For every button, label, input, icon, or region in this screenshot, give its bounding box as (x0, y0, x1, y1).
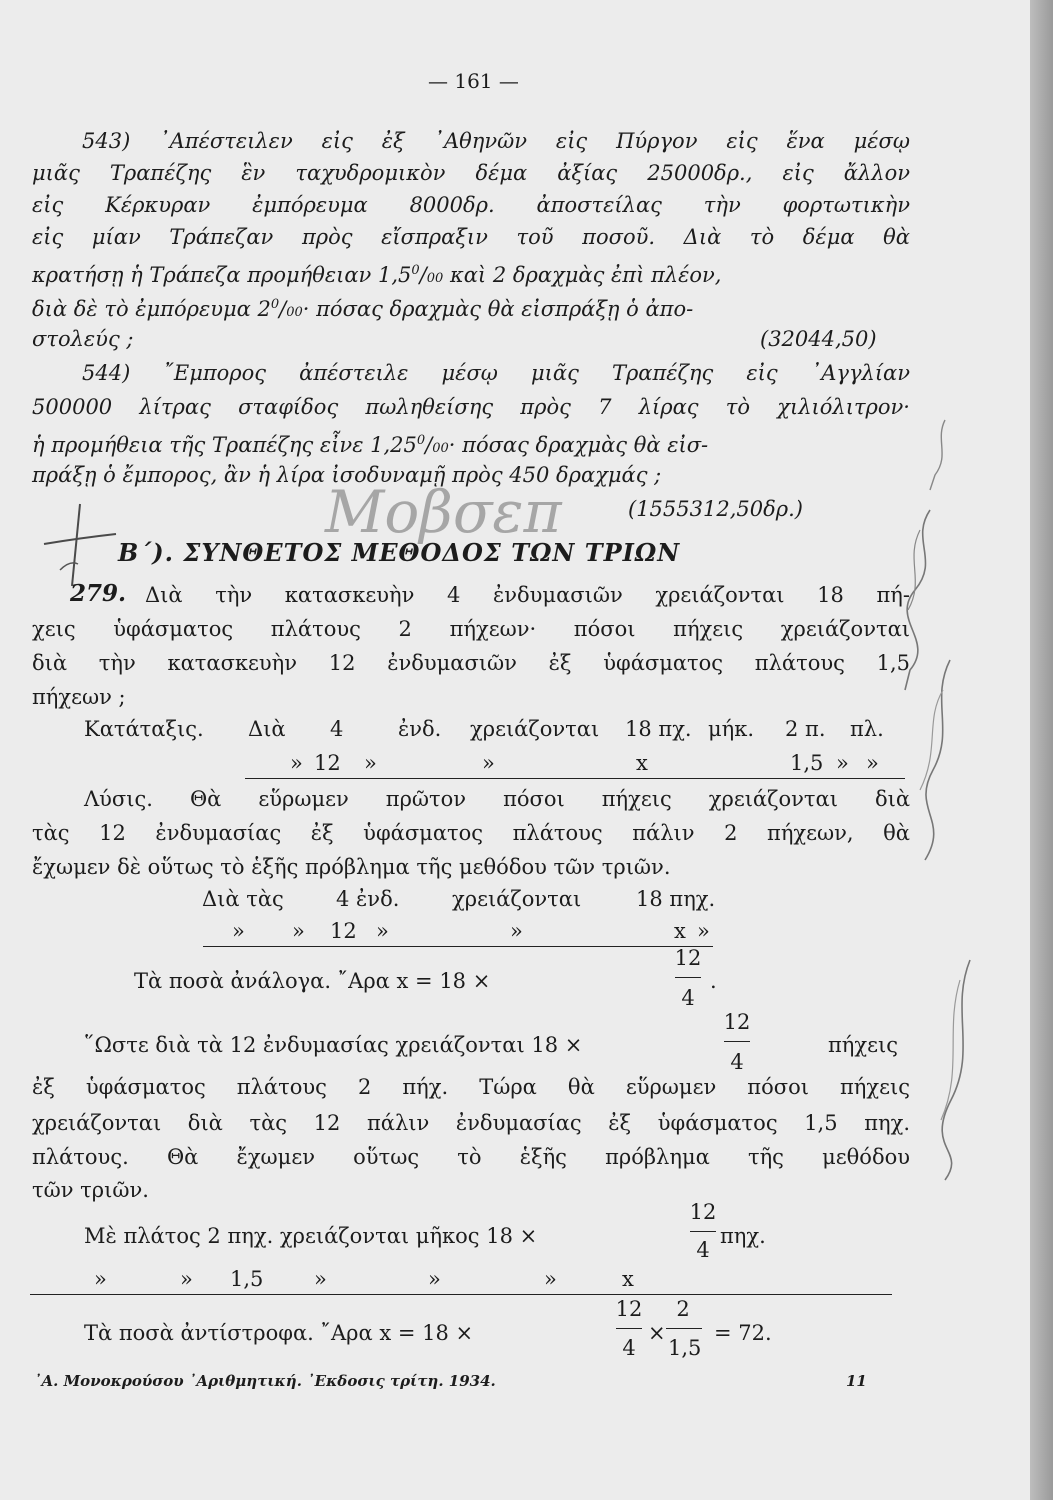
conclusion-fraction-bar (724, 1041, 750, 1042)
step1-row2-mark-5: » (697, 919, 710, 943)
step1-fraction-numerator: 12 (674, 946, 702, 970)
problem-544-answer: (1555312,50δρ.) (628, 497, 803, 521)
arrangement-row2-mark-1: » (290, 751, 303, 775)
step2-result: Τὰ ποσὰ ἀντίστροφα. ῎Αρα x = 18 × (84, 1321, 474, 1345)
handwritten-cross-mark (40, 500, 120, 590)
problem-279-number: 279. (70, 580, 127, 607)
arrangement-row2-count: 12 (314, 751, 341, 775)
step2-row2-width: 1,5 (230, 1267, 264, 1291)
arrangement-endym: ἐνδ. (398, 717, 442, 741)
step1-row2-mark-1: » (232, 919, 245, 943)
solution-line-2: τὰς 12 ἐνδυμασίας ἐξ ὑφάσματος πλάτους πάλιν 2 πήχεων, θὰ (32, 821, 910, 845)
step2-result-denominator-1: 4 (622, 1336, 636, 1360)
solution-line-3: ἔχωμεν δὲ οὕτως τὸ ἑξῆς πρόβλημα τῆς μεθόδου τῶν τριῶν. (32, 855, 671, 879)
section-heading: Β΄). ΣΥΝΘΕΤΟΣ ΜΕΘΟΔΟΣ ΤΩΝ ΤΡΙΩΝ (118, 538, 681, 567)
arrangement-row2-mark-5: » (866, 751, 879, 775)
conclusion-line-5: τῶν τριῶν. (32, 1178, 149, 1202)
step2-result-bar-1 (616, 1328, 642, 1329)
step1-row2-mark-3: » (376, 919, 389, 943)
step1-length: 18 πηχ. (636, 887, 716, 911)
step2-fraction-numerator: 12 (689, 1200, 717, 1224)
page-edge (1030, 0, 1053, 1500)
problem-544-line-3: ἡ προμήθεια τῆς Τραπέζης εἶνε $1,25^0/00\cdot \pi ό\sigma\alpha\varsigma$ δραχμὰς θὰ εἰσ- (32, 433, 709, 457)
step2-result-numerator-2: 2 (676, 1297, 690, 1321)
problem-544-line-4: πράξῃ ὁ ἔμπορος, ἂν ἡ λίρα ἰσοδυναμῇ πρὸς 450 δραχμάς ; (32, 463, 662, 487)
step2-fraction-denominator: 4 (696, 1238, 710, 1262)
arrangement-row2-width: 1,5 (790, 751, 824, 775)
arrangement-verb: χρειάζονται (470, 717, 600, 741)
footer-citation: ᾿Α. Μονοκρούσου ᾿Αριθμητική. ᾿Εκδοσις τρίτη. 1934. (34, 1372, 496, 1390)
solution-line-1: Λύσις. Θὰ εὕρωμεν πρῶτον πόσοι πήχεις χρειάζονται διὰ (84, 787, 910, 811)
conclusion-line-4: πλάτους. Θὰ ἔχωμεν οὕτως τὸ ἑξῆς πρόβλημα τῆς μεθόδου (32, 1145, 910, 1169)
step1-count: 4 ἐνδ. (336, 887, 400, 911)
arrangement-length-label: μήκ. (708, 717, 755, 741)
problem-279-line-1: Διὰ τὴν κατασκευὴν 4 ἐνδυμασιῶν χρειάζονται 18 πή- (145, 583, 910, 607)
arrangement-label: Κατάταξις. (84, 717, 204, 741)
margin-signature-2 (915, 415, 965, 495)
arrangement-width-label: πλ. (850, 717, 884, 741)
arrangement-row2-mark-2: » (364, 751, 377, 775)
problem-543-line-2: μιᾶς Τραπέζης ἓν ταχυδρομικὸν δέμα ἀξίας 25000δρ., εἰς ἄλλον (32, 161, 910, 185)
problem-279-line-2: χεις ὑφάσματος πλάτους 2 πήχεων· πόσοι πήχεις χρειάζονται (32, 617, 910, 641)
conclusion-line-3: χρειάζονται διὰ τὰς 12 πάλιν ἐνδυμασίας ἐξ ὑφάσματος 1,5 πηχ. (32, 1111, 910, 1135)
step2-rule (30, 1294, 892, 1295)
step1-row2-mark-2: » (292, 919, 305, 943)
page-number: — 161 — (428, 69, 519, 93)
arrangement-width: 2 π. (785, 717, 826, 741)
conclusion-line-1-end: πήχεις (828, 1033, 898, 1057)
step2-result-numerator-1: 12 (615, 1297, 643, 1321)
step1-result-end: . (710, 969, 717, 993)
problem-543-line-6: διὰ δὲ τὸ ἐμπόρευμα $2^0/00\cdot \pi ό\sigma\alpha\varsigma$ δραχμὰς θὰ εἰσπράξῃ ὁ ἀπο- (32, 297, 694, 321)
step2-row2-mark-2: » (180, 1267, 193, 1291)
arrangement-rule (245, 778, 905, 779)
problem-543-line-1: 543) ᾿Απέστειλεν εἰς ἐξ ᾿Αθηνῶν εἰς Πύργον εἰς ἕνα μέσῳ (82, 129, 910, 153)
conclusion-fraction-denominator: 4 (730, 1050, 744, 1074)
step1-row2-mark-4: » (510, 919, 523, 943)
step2-row2-mark-3: » (314, 1267, 327, 1291)
step1-row2-unknown: x (674, 919, 686, 943)
step1-rule (203, 946, 713, 947)
arrangement-row2-mark-4: » (836, 751, 849, 775)
arrangement-dia: Διὰ (248, 717, 286, 741)
step1-fraction-bar (675, 977, 701, 978)
footer-signature-number: 11 (846, 1372, 867, 1390)
problem-543-answer: (32044,50) (760, 327, 877, 351)
step2-result-end: = 72. (714, 1321, 772, 1345)
arrangement-row2-mark-3: » (482, 751, 495, 775)
step1-fraction-denominator: 4 (681, 986, 695, 1010)
problem-543-line-4: εἰς μίαν Τράπεζαν πρὸς εἴσπραξιν τοῦ ποσοῦ. Διὰ τὸ δέμα θὰ (32, 225, 910, 249)
problem-544-line-1: 544) ῎Εμπορος ἀπέστειλε μέσῳ μιᾶς Τραπέζης εἰς ᾿Αγγλίαν (82, 361, 910, 385)
arrangement-length: 18 πχ. (625, 717, 692, 741)
problem-544-line-2: 500000 λίτρας σταφίδος πωληθείσης πρὸς 7 λίρας τὸ χιλιόλιτρον· (32, 395, 910, 419)
conclusion-line-1: ῞Ωστε διὰ τὰ 12 ἐνδυμασίας χρειάζονται 18 × (84, 1033, 583, 1057)
step1-verb: χρειάζονται (452, 887, 582, 911)
problem-543-line-3: εἰς Κέρκυραν ἐμπόρευμα 8000δρ. ἀποστείλας τὴν φορτωτικὴν (32, 193, 910, 217)
step2-row2-unknown: x (622, 1267, 634, 1291)
conclusion-line-2: ἐξ ὑφάσματος πλάτους 2 πήχ. Τώρα θὰ εὕρωμεν πόσοι πήχεις (32, 1075, 910, 1099)
step1-row2-count: 12 (330, 919, 357, 943)
step2-row2-mark-1: » (94, 1267, 107, 1291)
step2-result-times: × (648, 1321, 666, 1345)
problem-543-line-7: στολεύς ; (32, 327, 134, 351)
handwritten-annotation: Μοβσεπ (325, 478, 562, 546)
step2-fraction-bar (690, 1231, 716, 1232)
problem-279-line-4: πήχεων ; (32, 685, 126, 709)
step2-result-denominator-2: 1,5 (668, 1336, 702, 1360)
step2-row2-mark-4: » (428, 1267, 441, 1291)
margin-signature-4 (915, 950, 995, 1190)
arrangement-row2-unknown: x (636, 751, 648, 775)
step2-result-bar-2 (666, 1328, 702, 1329)
step2-row1-unit: πηχ. (720, 1224, 766, 1248)
problem-279-line-3: διὰ τὴν κατασκευὴν 12 ἐνδυμασιῶν ἐξ ὑφάσματος πλάτους 1,5 (32, 651, 910, 675)
conclusion-fraction-numerator: 12 (723, 1010, 751, 1034)
problem-543-line-5: κρατήσῃ ἡ Τράπεζα προμήθειαν $1,5^0/00$ καὶ 2 δραχμὰς ἐπὶ πλέον, (32, 263, 722, 287)
step2-row1: Μὲ πλάτος 2 πηχ. χρειάζονται μῆκος 18 × (84, 1224, 538, 1248)
step2-row2-mark-5: » (544, 1267, 557, 1291)
step1-dia-tas: Διὰ τὰς (202, 887, 284, 911)
step1-result: Τὰ ποσὰ ἀνάλογα. ῎Αρα x = 18 × (134, 969, 491, 993)
arrangement-count: 4 (330, 717, 344, 741)
